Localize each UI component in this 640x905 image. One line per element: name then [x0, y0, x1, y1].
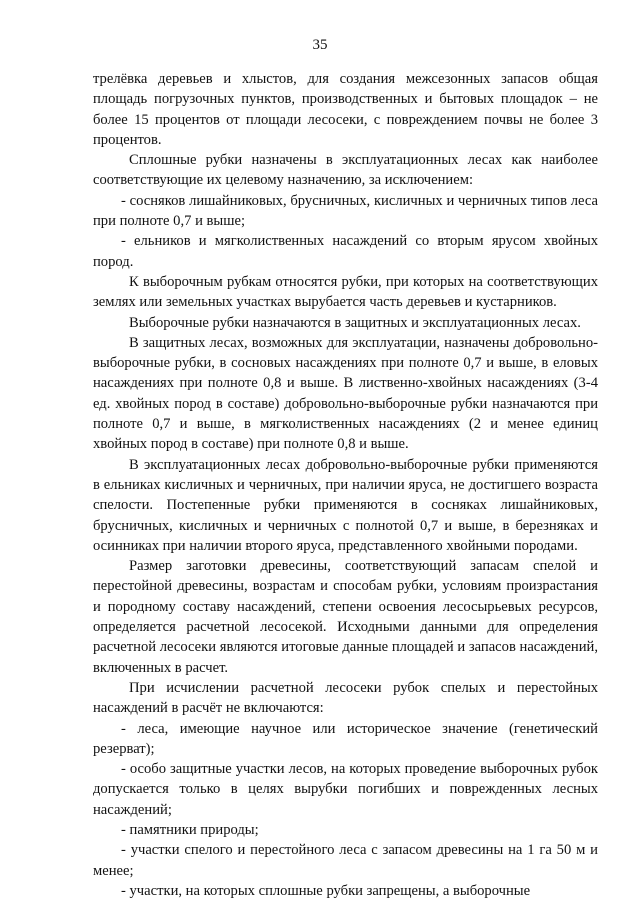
list-item: - памятники природы;: [121, 821, 259, 838]
paragraph: К выборочным рубкам относятся рубки, при которых на соответствующих землях или земельных участках вырубается часть деревьев и кустарников.: [93, 273, 598, 311]
list-item: - сосняков лишайниковых, брусничных, кисличных и черничных типов леса при полноте 0,7 и выше;: [93, 192, 598, 230]
paragraph: В защитных лесах, возможных для эксплуатации, назначены добровольно-выборочные рубки, в сосновых насаждениях при полноте 0,7 и выше, в еловых насаждениях при полноте 0,8 и выше. В лиственно-хвойных насаждениях (3-4 ед. хвойных пород в составе) добровольно-выборочные рубки назначаются при полноте 0,7 и выше, в мягколиственных насаждениях (2 и менее единиц хвойных пород в составе) при полноте 0,8 и выше.: [93, 334, 598, 453]
paragraph: трелёвка деревьев и хлыстов, для создания межсезонных запасов общая площадь погрузочных пунктов, производственных и бытовых площадок – не более 15 процентов от площади лесосеки, с повреждением почвы не более 3 процентов.: [93, 71, 598, 148]
list-item: - ельников и мягколиственных насаждений со вторым ярусом хвойных пород.: [93, 233, 598, 270]
paragraph: При исчислении расчетной лесосеки рубок спелых и перестойных насаждений в расчёт не включаются:: [93, 679, 598, 717]
list-item: - участки спелого и перестойного леса с запасом древесины на 1 га 50 м и менее;: [93, 842, 598, 879]
list-item: - леса, имеющие научное или историческое значение (генетический резерват);: [93, 720, 598, 757]
page-number: 35: [312, 37, 328, 53]
paragraph: Сплошные рубки назначены в эксплуатационных лесах как наиболее соответствующие их целевому назначению, за исключением:: [93, 152, 598, 189]
paragraph: Размер заготовки древесины, соответствующий запасам спелой и перестойной древесины, возрастам и способам рубки, условиям произрастания и породному составу насаждений, степени освоения лесосырьевых ресурсов, определяется расчетной лесосекой. Исходными данными для определения расчетной лесосеки являются итоговые данные площадей и запасов насаждений, включенных в расчет.: [93, 558, 598, 676]
paragraph: Выборочные рубки назначаются в защитных и эксплуатационных лесах.: [129, 314, 581, 331]
paragraph: В эксплуатационных лесах добровольно-выборочные рубки применяются в ельниках кисличных и черничных, при наличии яруса, не достигшего возраста спелости. Постепенные рубки применяются в сосняках лишайниковых, брусничных, кисличных и черничных с полнотой 0,7 и выше, в березняках и осинниках при наличии второго яруса, представленного хвойными породами.: [93, 456, 598, 554]
body-text: [93, 69, 598, 901]
list-item: - участки, на которых сплошные рубки запрещены, а выборочные: [121, 882, 531, 899]
list-item: - особо защитные участки лесов, на которых проведение выборочных рубок допускается только в целях вырубки погибших и поврежденных лесных насаждений;: [93, 761, 598, 818]
